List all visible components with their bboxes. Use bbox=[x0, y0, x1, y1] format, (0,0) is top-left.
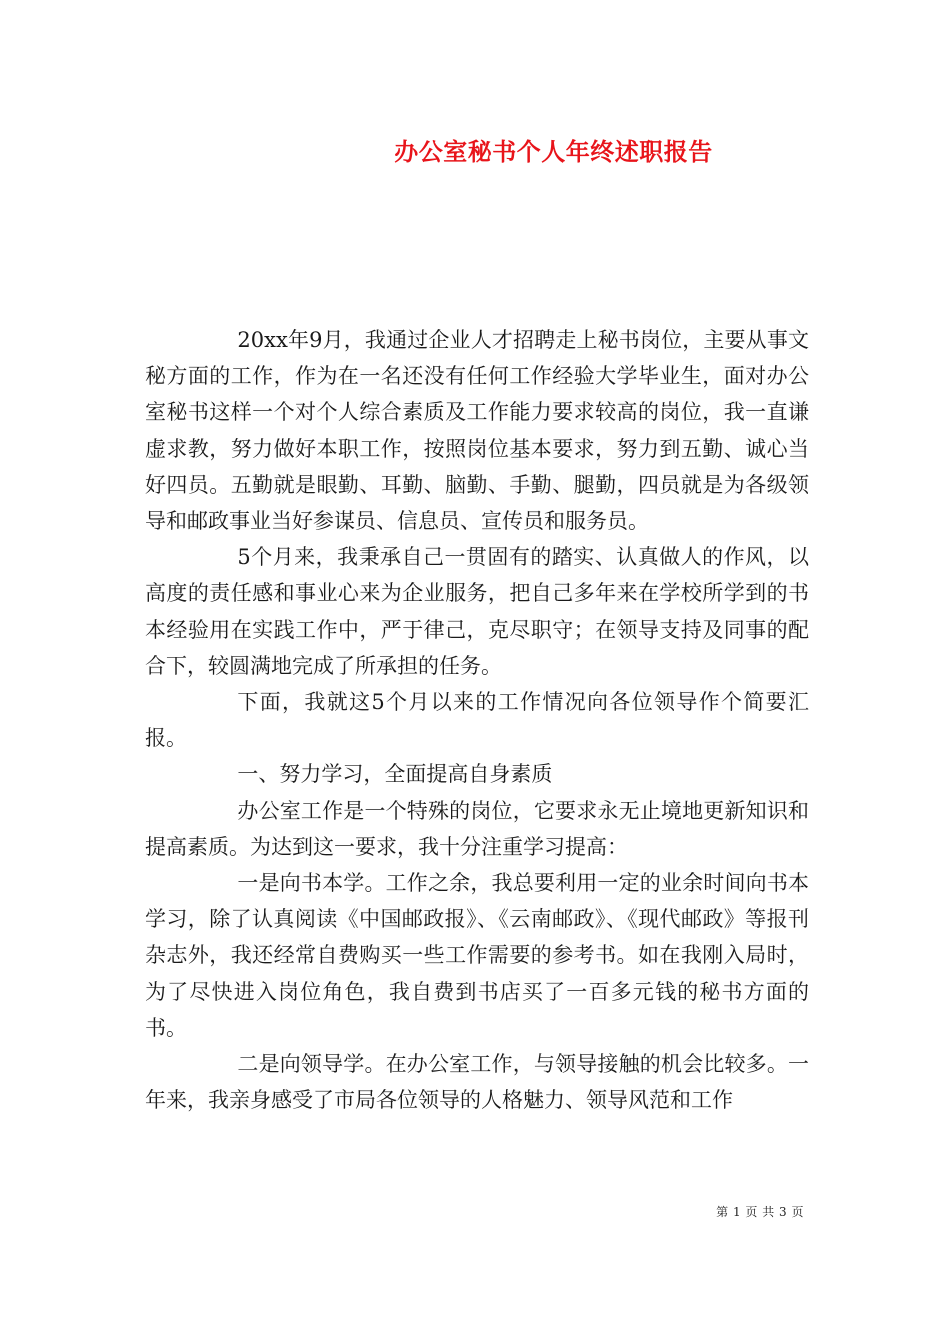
paragraph: 下面，我就这5个月以来的工作情况向各位领导作个简要汇报。 bbox=[145, 690, 809, 751]
paragraph: 20xx年9月，我通过企业人才招聘走上秘书岗位，主要从事文秘方面的工作，作为在一名还没有任何工作经验大学毕业生，面对办公室秘书这样一个对个人综合素质及工作能力要求较高的岗位，我一直谦虚求教，努力做好本职工作，按照岗位基本要求，努力到五勤、诚心当好四员。五勤就是眼勤、耳勤、脑勤、手勤、腿勤，四员就是为各级领导和邮政事业当好参谋员、信息员、宣传员和服务员。 bbox=[145, 328, 809, 534]
paragraph: 5个月来，我秉承自己一贯固有的踏实、认真做人的作风，以高度的责任感和事业心来为企业服务，把自己多年来在学校所学到的书本经验用在实践工作中，严于律己，克尽职守；在领导支持及同事的配合下，较圆满地完成了所承担的任务。 bbox=[145, 545, 809, 678]
document-body bbox=[145, 322, 809, 1118]
document-title: 办公室秘书个人年终述职报告 bbox=[394, 137, 713, 166]
paragraph: 办公室工作是一个特殊的岗位，它要求永无止境地更新知识和提高素质。为达到这一要求，我十分注重学习提高： bbox=[145, 798, 809, 859]
section-heading: 一、努力学习，全面提高自身素质 bbox=[237, 762, 553, 787]
page-number: 第 1 页 共 3 页 bbox=[716, 1205, 804, 1219]
paragraph: 一是向书本学。工作之余，我总要利用一定的业余时间向书本学习，除了认真阅读《中国邮政报》、《云南邮政》、《现代邮政》等报刊杂志外，我还经常自费购买一些工作需要的参考书。如在我刚入局时，为了尽快进入岗位角色，我自费到书店买了一百多元钱的秘书方面的书。 bbox=[145, 871, 809, 1040]
paragraph: 二是向领导学。在办公室工作，与领导接触的机会比较多。一年来，我亲身感受了市局各位领导的人格魅力、领导风范和工作 bbox=[145, 1052, 809, 1113]
